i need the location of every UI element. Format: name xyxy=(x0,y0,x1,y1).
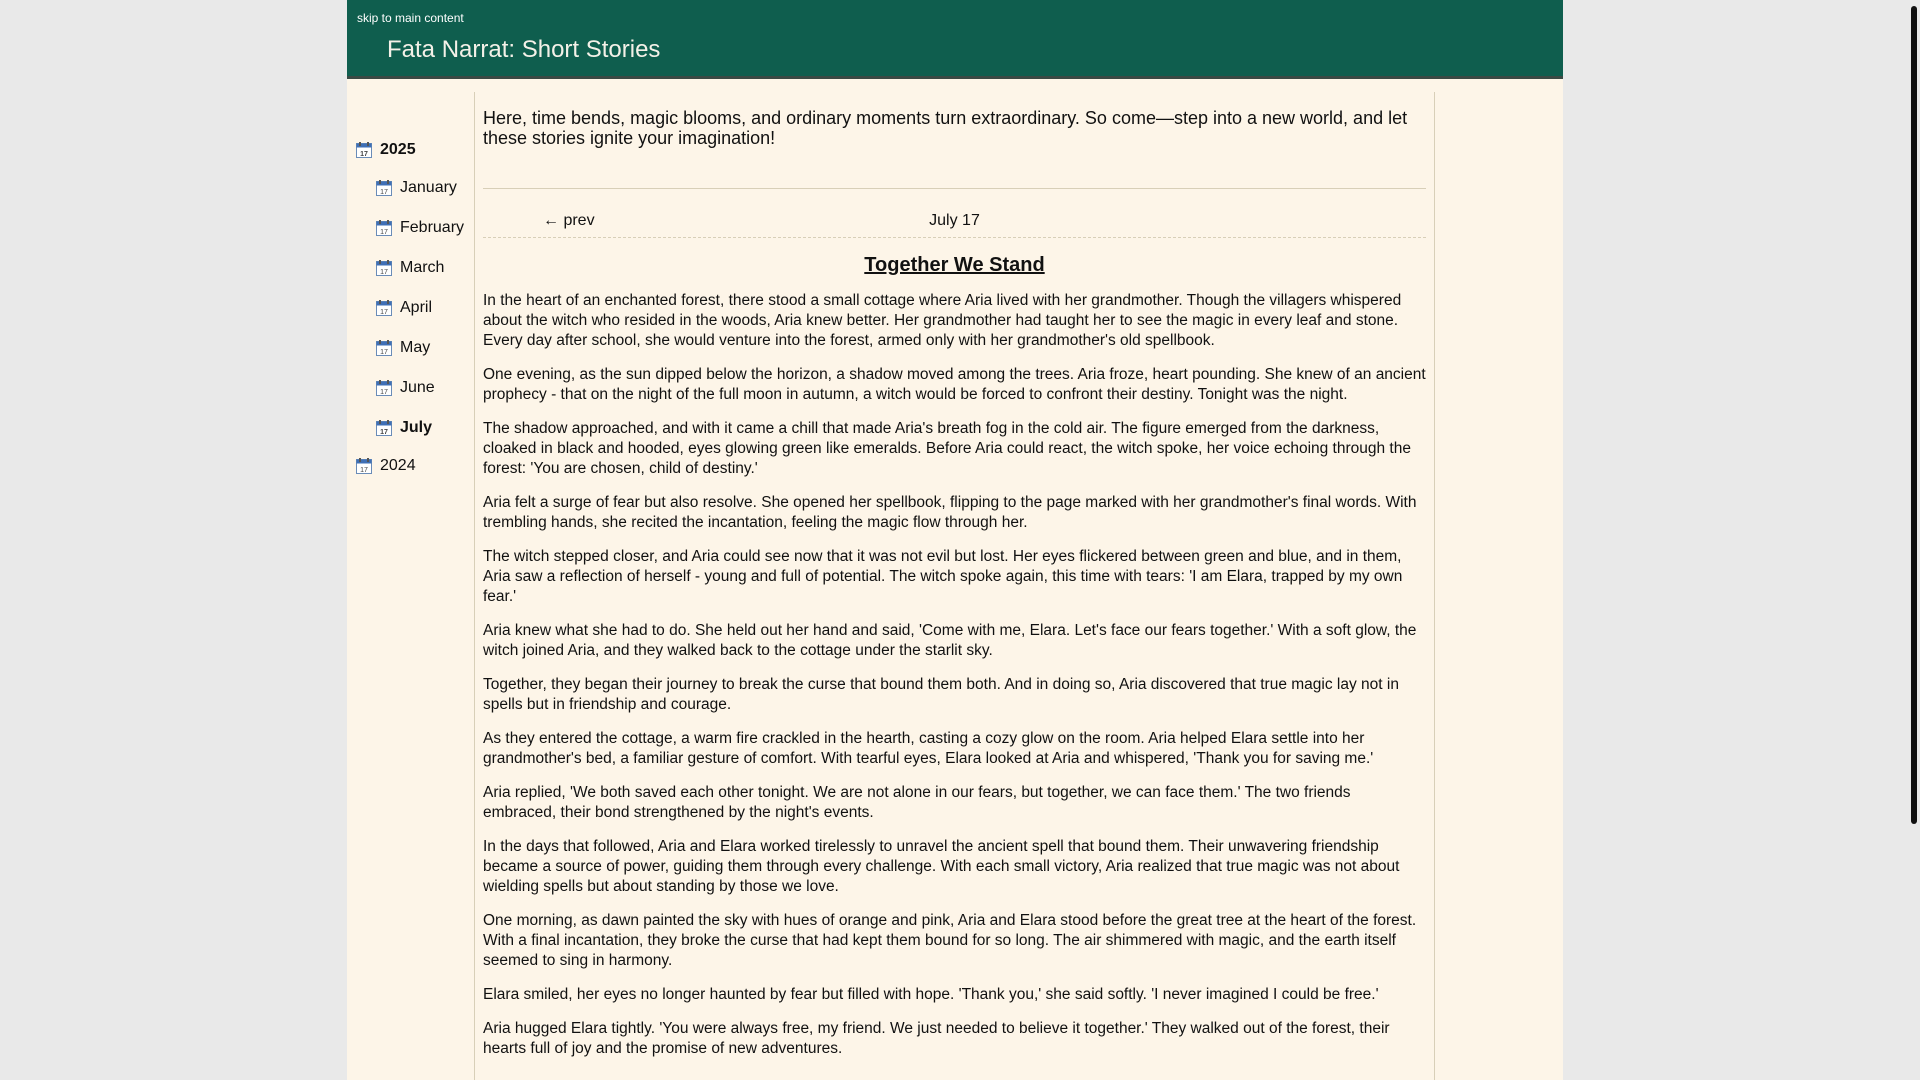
svg-text:17: 17 xyxy=(360,467,368,474)
calendar-icon xyxy=(376,420,392,436)
month-link-may[interactable] xyxy=(347,328,474,368)
archive-sidebar xyxy=(347,92,475,1080)
scrollbar-thumb[interactable] xyxy=(1911,6,1917,824)
month-label: February xyxy=(400,219,465,236)
main-content xyxy=(483,92,1426,1059)
story-paragraph: One morning, as dawn painted the sky with hues of orange and pink, Aria and Elara stood before the great tree at the heart of the forest. With a final incantation, they broke the curse that had kept them bound for so long. The air shimmered with magic, and the earth itself seemed to sing in harmony. xyxy=(483,912,1417,969)
story-paragraph: Together, they began their journey to break the curse that bound them both. And in doing so, Aria discovered that true magic lay not in spells but in friendship and courage. xyxy=(483,676,1399,713)
calendar-icon xyxy=(356,142,372,158)
story-paragraph: The shadow approached, and with it came a chill that made Aria's breath fog in the cold air. The figure emerged from the darkness, cloaked in black and hooded, eyes glowing green like emeralds. Before Aria could react, the witch spoke, her voice echoing through the forest: 'You are chosen, child of destiny.' xyxy=(483,420,1411,477)
sidebar-month-february xyxy=(347,208,474,248)
month-label: May xyxy=(400,339,431,356)
month-link-march[interactable] xyxy=(347,248,474,288)
month-label: July xyxy=(400,419,433,436)
sidebar-month-march xyxy=(347,248,474,288)
svg-text:17: 17 xyxy=(380,389,388,396)
year-label: 2025 xyxy=(380,141,416,158)
story-date: July 17 xyxy=(929,212,980,229)
sidebar-month-july xyxy=(347,408,474,448)
month-link-june[interactable] xyxy=(347,368,474,408)
page-scrollbar[interactable] xyxy=(1908,0,1920,1080)
calendar-icon xyxy=(376,260,392,276)
svg-text:17: 17 xyxy=(380,349,388,356)
site-title: Fata Narrat: Short Stories xyxy=(387,36,661,63)
story-paragraph: Aria hugged Elara tightly. 'You were always free, my friend. We just needed to believe it together.' They walked out of the forest, their hearts full of joy and the promise of new adventures. xyxy=(483,1020,1390,1057)
story-body xyxy=(483,291,1426,1059)
sidebar-month-january xyxy=(347,168,474,208)
month-label: January xyxy=(400,179,457,196)
month-list xyxy=(347,168,474,448)
year-link-2025[interactable] xyxy=(347,132,474,168)
story-paragraph: As they entered the cottage, a warm fire crackled in the hearth, casting a cozy glow on the room. Aria helped Elara settle into her grandmother's bed, a familiar gesture of comfort. With tearful eyes, Elara looked at Aria and whispered, 'Thank you for saving me.' xyxy=(483,730,1374,767)
calendar-icon xyxy=(356,458,372,474)
year-list xyxy=(347,132,474,484)
story-paragraph: In the days that followed, Aria and Elara worked tirelessly to unravel the ancient spell that bound them. Their unwavering friendship became a source of power, guiding them through every challenge. With each small victory, Aria realized that true magic was not about wielding spells but about standing by those we love. xyxy=(483,838,1400,895)
story-paragraph: Aria replied, 'We both saved each other tonight. We are not alone in our fears, but together, we can face them.' The two friends embraced, their bond strengthened by the night's events. xyxy=(483,784,1351,821)
year-link-2024[interactable] xyxy=(347,448,474,484)
story-paragraph: Aria felt a surge of fear but also resolve. She opened her spellbook, flipping to the page marked with her grandmother's final words. With trembling hands, she recited the incantation, feeling the magic flow through her. xyxy=(483,494,1417,531)
story-title: Together We Stand xyxy=(864,254,1045,276)
month-link-july-active[interactable] xyxy=(347,408,474,448)
svg-text:17: 17 xyxy=(380,309,388,316)
calendar-icon xyxy=(376,380,392,396)
sidebar-year-2024 xyxy=(347,448,474,484)
sidebar-month-april xyxy=(347,288,474,328)
story-paragraph: The witch stepped closer, and Aria could see now that it was not evil but lost. Her eyes flickered between green and blue, and in them, Aria saw a reflection of herself - young and full of potential. The witch spoke again, this time with tears: 'I am Elara, trapped by my own fear.' xyxy=(483,548,1403,605)
calendar-icon xyxy=(376,300,392,316)
content-right-divider xyxy=(1434,92,1435,1080)
svg-text:17: 17 xyxy=(360,151,368,158)
prev-story-link[interactable]: ← prev xyxy=(543,212,595,229)
calendar-icon xyxy=(376,220,392,236)
month-link-april[interactable] xyxy=(347,288,474,328)
story-paragraph: In the heart of an enchanted forest, there stood a small cottage where Aria lived with her grandmother. Though the villagers whispered about the witch who resided in the woods, Aria knew better. Her grandmother had taught her to see the magic in every leaf and stone. Every day after school, she would venture into the forest, armed only with her grandmother's old spellbook. xyxy=(483,292,1402,349)
sidebar-month-may xyxy=(347,328,474,368)
story-navigation xyxy=(483,188,1426,238)
story-paragraph: One evening, as the sun dipped below the horizon, a shadow moved among the trees. Aria froze, heart pounding. She knew of an ancient prophecy - that on the night of the full moon in autumn, a witch would be forced to confront their destiny. Tonight was the night. xyxy=(483,366,1426,403)
svg-text:17: 17 xyxy=(380,269,388,276)
month-link-february[interactable] xyxy=(347,208,474,248)
skip-to-content-link[interactable]: skip to main content xyxy=(357,11,464,25)
svg-text:17: 17 xyxy=(380,189,388,196)
intro-text: Here, time bends, magic blooms, and ordinary moments turn extraordinary. So come—step into a new world, and let these stories ignite your imagination! xyxy=(483,108,1408,148)
month-label: April xyxy=(400,299,433,316)
story-paragraph: Aria knew what she had to do. She held out her hand and said, 'Come with me, Elara. Let's face our fears together.' With a soft glow, the witch joined Aria, and they walked back to the cottage under the starlit sky. xyxy=(483,622,1417,659)
calendar-icon xyxy=(376,340,392,356)
month-link-january[interactable] xyxy=(347,168,474,208)
sidebar-year-2025 xyxy=(347,132,474,448)
svg-text:17: 17 xyxy=(380,229,388,236)
month-label: June xyxy=(400,379,435,396)
sidebar-month-june xyxy=(347,368,474,408)
page xyxy=(347,0,1563,1080)
svg-text:17: 17 xyxy=(380,429,388,436)
story-paragraph: Elara smiled, her eyes no longer haunted by fear but filled with hope. 'Thank you,' she said softly. 'I never imagined I could be free.' xyxy=(483,986,1379,1003)
calendar-icon xyxy=(376,180,392,196)
year-label: 2024 xyxy=(380,457,416,474)
month-label: March xyxy=(400,259,445,276)
site-header xyxy=(347,0,1563,79)
